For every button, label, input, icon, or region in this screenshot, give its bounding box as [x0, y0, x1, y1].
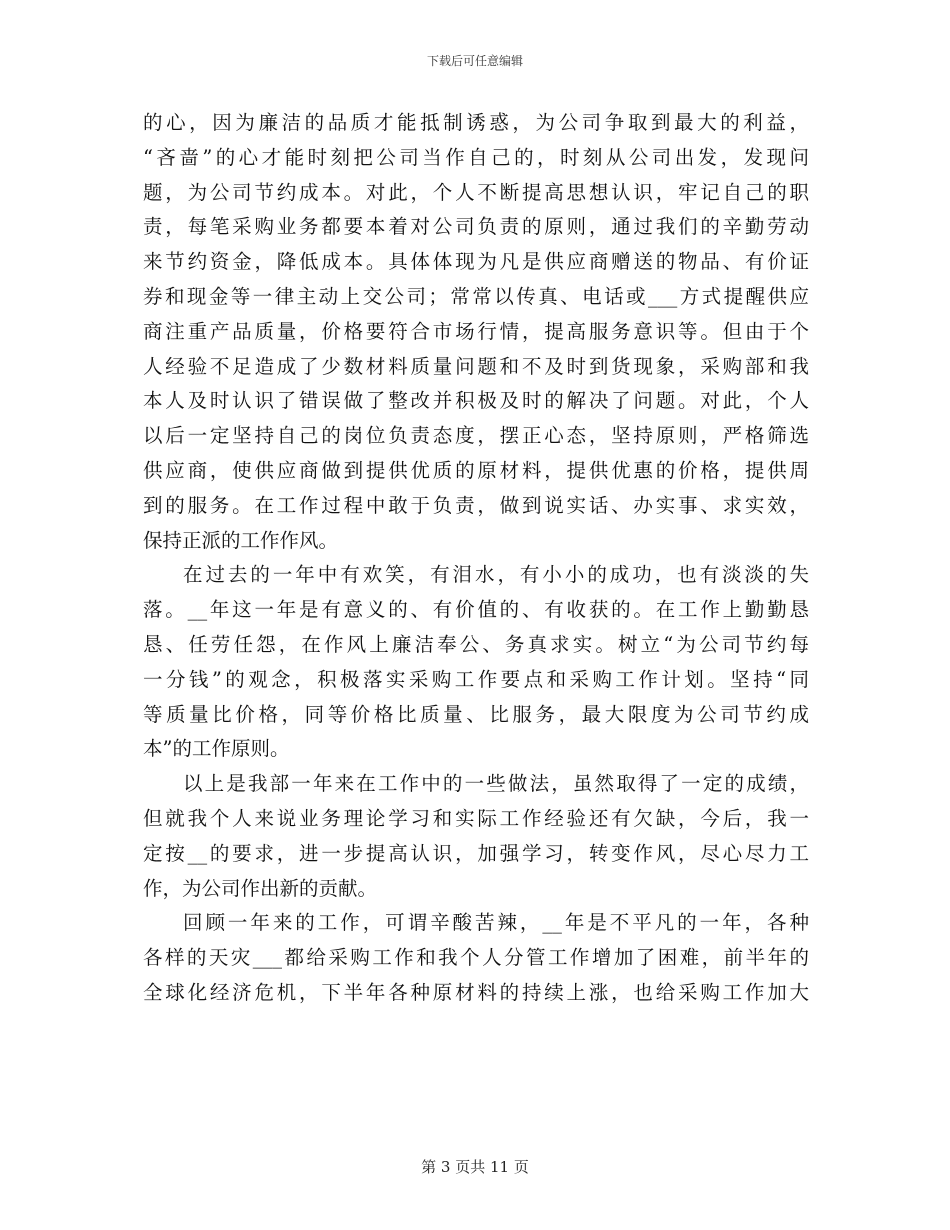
- text-line: 人经验不足造成了少数材料质量问题和不及时到货现象，采购部和我: [143, 354, 809, 378]
- document-body: [143, 106, 809, 1011]
- text-line: 回顾一年来的工作，可谓辛酸苦辣，__年是不平凡的一年，各种: [183, 911, 809, 935]
- text-line: 全球化经济危机，下半年各种原材料的持续上涨，也给采购工作加大: [143, 980, 809, 1004]
- text-line: 恳、任劳任怨，在作风上廉洁奉公、务真求实。树立“为公司节约每: [143, 632, 809, 656]
- text-line: 的心，因为廉洁的品质才能抵制诱惑，为公司争取到最大的利益，: [143, 111, 809, 134]
- page-header-note: 下载后可任意编辑: [426, 54, 523, 68]
- text-line: 定按__的要求，进一步提高认识，加强学习，转变作风，尽心尽力工: [143, 841, 809, 865]
- text-line: 在过去的一年中有欢笑，有泪水，有小小的成功，也有淡淡的失: [183, 563, 809, 587]
- text-line: 到的服务。在工作过程中敢于负责，做到说实话、办实事、求实效，: [143, 493, 809, 517]
- text-line: 但就我个人来说业务理论学习和实际工作经验还有欠缺，今后，我一: [143, 806, 809, 830]
- text-line: 商注重产品质量，价格要符合市场行情，提高服务意识等。但由于个: [143, 319, 809, 343]
- text-line: 等质量比价格，同等价格比质量、比服务，最大限度为公司节约成: [143, 702, 809, 726]
- text-line: 券和现金等一律主动上交公司；常常以传真、电话或___方式提醒供应: [143, 284, 809, 308]
- text-line: 以后一定坚持自己的岗位负责态度，摆正心态，坚持原则，严格筛选: [143, 424, 809, 448]
- text-line: 供应商，使供应商做到提供优质的原材料，提供优惠的价格，提供周: [143, 458, 809, 482]
- text-line: 以上是我部一年来在工作中的一些做法，虽然取得了一定的成绩，: [183, 772, 809, 796]
- text-line: 保持正派的工作作风。: [143, 528, 339, 552]
- text-line: 一分钱”的观念，积极落实采购工作要点和采购工作计划。坚持“同: [143, 667, 809, 691]
- text-line: 责，每笔采购业务都要本着对公司负责的原则，通过我们的辛勤劳动: [143, 215, 809, 239]
- text-line: 本人及时认识了错误做了整改并积极及时的解决了问题。对此，个人: [143, 389, 809, 413]
- text-line: 来节约资金，降低成本。具体体现为凡是供应商赠送的物品、有价证: [143, 250, 809, 274]
- text-line: 落。__年这一年是有意义的、有价值的、有收获的。在工作上勤勤恳: [143, 598, 809, 622]
- text-line: 各样的天灾___都给采购工作和我个人分管工作增加了困难，前半年的: [143, 946, 809, 970]
- page-number: 第 3 页共 11 页: [421, 1158, 529, 1176]
- text-line: “吝啬”的心才能时刻把公司当作自己的，时刻从公司出发，发现问: [143, 145, 809, 169]
- text-line: 题，为公司节约成本。对此，个人不断提高思想认识，牢记自己的职: [143, 180, 809, 204]
- text-line: 本”的工作原则。: [143, 737, 290, 761]
- text-line: 作，为公司作出新的贡献。: [143, 876, 378, 900]
